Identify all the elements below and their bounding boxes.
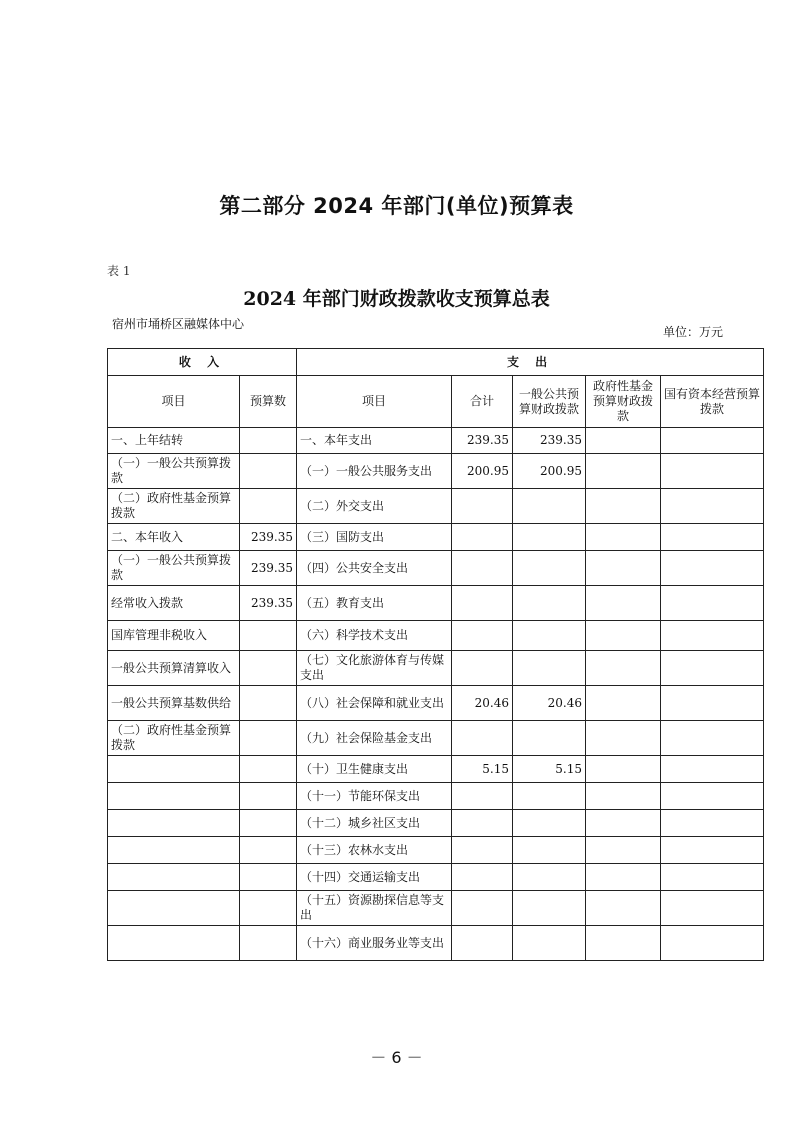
total-cell	[452, 551, 513, 586]
state-capital-cell	[661, 551, 764, 586]
table-row	[108, 837, 764, 864]
gov-fund-cell	[586, 454, 661, 489]
total-cell: 200.95	[452, 454, 513, 489]
state-capital-header: 国有资本经营预算拨款	[661, 376, 764, 428]
budget-table	[107, 348, 764, 961]
expense-item-cell: （八）社会保障和就业支出	[297, 686, 452, 721]
table-row	[108, 489, 764, 524]
total-cell	[452, 810, 513, 837]
state-capital-cell	[661, 621, 764, 651]
general-budget-cell	[513, 586, 586, 621]
income-item-cell: 二、本年收入	[108, 524, 240, 551]
total-cell	[452, 651, 513, 686]
gov-fund-cell	[586, 721, 661, 756]
general-budget-cell: 200.95	[513, 454, 586, 489]
income-item-cell	[108, 810, 240, 837]
expense-section-header: 支 出	[297, 349, 764, 376]
expense-item-cell: （三）国防支出	[297, 524, 452, 551]
income-item-cell	[108, 837, 240, 864]
general-budget-cell	[513, 864, 586, 891]
total-cell	[452, 524, 513, 551]
general-budget-cell	[513, 891, 586, 926]
table-title: 2024 年部门财政拨款收支预算总表	[243, 288, 550, 310]
income-amount-cell	[240, 686, 297, 721]
income-amount-cell	[240, 783, 297, 810]
gov-fund-cell	[586, 621, 661, 651]
expense-item-cell: （十）卫生健康支出	[297, 756, 452, 783]
income-item-header: 项目	[108, 376, 240, 428]
gov-fund-cell	[586, 783, 661, 810]
state-capital-cell	[661, 586, 764, 621]
total-cell	[452, 837, 513, 864]
income-amount-cell: 239.35	[240, 586, 297, 621]
page-number: － 6 －	[370, 1048, 423, 1067]
expense-item-header: 项目	[297, 376, 452, 428]
general-budget-cell: 5.15	[513, 756, 586, 783]
table-row	[108, 651, 764, 686]
general-budget-cell: 20.46	[513, 686, 586, 721]
table-row	[108, 891, 764, 926]
total-cell	[452, 721, 513, 756]
expense-item-cell: 一、本年支出	[297, 428, 452, 454]
state-capital-cell	[661, 810, 764, 837]
income-item-cell: 一、上年结转	[108, 428, 240, 454]
total-header: 合计	[452, 376, 513, 428]
gov-fund-cell	[586, 756, 661, 783]
table-row	[108, 810, 764, 837]
expense-item-cell: （五）教育支出	[297, 586, 452, 621]
total-cell	[452, 864, 513, 891]
income-amount-cell	[240, 651, 297, 686]
gov-fund-cell	[586, 586, 661, 621]
income-amount-cell: 239.35	[240, 551, 297, 586]
income-item-cell: （二）政府性基金预算拨款	[108, 489, 240, 524]
income-item-cell	[108, 926, 240, 961]
income-amount-cell: 239.35	[240, 524, 297, 551]
state-capital-cell	[661, 721, 764, 756]
table-row	[108, 586, 764, 621]
total-cell	[452, 621, 513, 651]
gov-fund-header: 政府性基金预算财政拨款	[586, 376, 661, 428]
total-cell	[452, 783, 513, 810]
general-budget-cell	[513, 651, 586, 686]
total-cell	[452, 586, 513, 621]
gov-fund-cell	[586, 524, 661, 551]
general-budget-cell	[513, 810, 586, 837]
expense-item-cell: （十四）交通运输支出	[297, 864, 452, 891]
total-cell	[452, 489, 513, 524]
expense-item-cell: （四）公共安全支出	[297, 551, 452, 586]
expense-item-cell: （十一）节能环保支出	[297, 783, 452, 810]
table-row	[108, 686, 764, 721]
total-cell: 5.15	[452, 756, 513, 783]
income-amount-cell	[240, 864, 297, 891]
income-amount-cell	[240, 891, 297, 926]
income-item-cell	[108, 891, 240, 926]
state-capital-cell	[661, 864, 764, 891]
state-capital-cell	[661, 428, 764, 454]
income-amount-cell	[240, 621, 297, 651]
income-amount-cell	[240, 454, 297, 489]
table-row	[108, 621, 764, 651]
table-label: 表 1	[107, 264, 131, 278]
expense-item-cell: （六）科学技术支出	[297, 621, 452, 651]
income-amount-cell	[240, 756, 297, 783]
table-row	[108, 926, 764, 961]
income-amount-cell	[240, 926, 297, 961]
gov-fund-cell	[586, 837, 661, 864]
state-capital-cell	[661, 489, 764, 524]
income-item-cell: （一）一般公共预算拨款	[108, 551, 240, 586]
table-row	[108, 864, 764, 891]
unit-label: 单位：万元	[663, 325, 724, 339]
income-item-cell: （一）一般公共预算拨款	[108, 454, 240, 489]
income-amount-cell	[240, 428, 297, 454]
table-row	[108, 551, 764, 586]
table-row	[108, 428, 764, 454]
general-budget-cell	[513, 837, 586, 864]
income-item-cell	[108, 756, 240, 783]
income-section-header: 收 入	[108, 349, 297, 376]
gov-fund-cell	[586, 686, 661, 721]
state-capital-cell	[661, 837, 764, 864]
general-budget-cell	[513, 926, 586, 961]
gov-fund-cell	[586, 651, 661, 686]
income-amount-cell	[240, 721, 297, 756]
total-cell: 239.35	[452, 428, 513, 454]
gov-fund-cell	[586, 489, 661, 524]
expense-item-cell: （十五）资源勘探信息等支出	[297, 891, 452, 926]
total-cell	[452, 891, 513, 926]
total-cell: 20.46	[452, 686, 513, 721]
table-row	[108, 721, 764, 756]
income-item-cell: 经常收入拨款	[108, 586, 240, 621]
expense-item-cell: （十二）城乡社区支出	[297, 810, 452, 837]
table-row	[108, 454, 764, 489]
income-item-cell	[108, 783, 240, 810]
gov-fund-cell	[586, 926, 661, 961]
income-item-cell: 国库管理非税收入	[108, 621, 240, 651]
income-item-cell	[108, 864, 240, 891]
general-budget-cell	[513, 721, 586, 756]
income-amount-cell	[240, 837, 297, 864]
unit-name: 宿州市埇桥区融媒体中心	[112, 317, 245, 331]
income-amount-cell	[240, 810, 297, 837]
income-amount-header: 预算数	[240, 376, 297, 428]
general-budget-cell	[513, 551, 586, 586]
general-budget-cell	[513, 489, 586, 524]
general-budget-cell	[513, 783, 586, 810]
general-budget-cell	[513, 621, 586, 651]
total-cell	[452, 926, 513, 961]
state-capital-cell	[661, 454, 764, 489]
income-amount-cell	[240, 489, 297, 524]
state-capital-cell	[661, 783, 764, 810]
expense-item-cell: （二）外交支出	[297, 489, 452, 524]
gov-fund-cell	[586, 891, 661, 926]
expense-item-cell: （九）社会保险基金支出	[297, 721, 452, 756]
table-row	[108, 756, 764, 783]
general-budget-cell: 239.35	[513, 428, 586, 454]
section-header-row	[108, 349, 764, 376]
gov-fund-cell	[586, 864, 661, 891]
state-capital-cell	[661, 686, 764, 721]
expense-item-cell: （一）一般公共服务支出	[297, 454, 452, 489]
state-capital-cell	[661, 756, 764, 783]
part-title: 第二部分 2024 年部门(单位)预算表	[219, 194, 574, 218]
general-budget-cell	[513, 524, 586, 551]
expense-item-cell: （十六）商业服务业等支出	[297, 926, 452, 961]
column-header-row	[108, 376, 764, 428]
expense-item-cell: （七）文化旅游体育与传媒支出	[297, 651, 452, 686]
expense-item-cell: （十三）农林水支出	[297, 837, 452, 864]
income-item-cell: 一般公共预算基数供给	[108, 686, 240, 721]
state-capital-cell	[661, 524, 764, 551]
general-budget-header: 一般公共预算财政拨款	[513, 376, 586, 428]
table-row	[108, 524, 764, 551]
income-item-cell: （二）政府性基金预算拨款	[108, 721, 240, 756]
state-capital-cell	[661, 651, 764, 686]
state-capital-cell	[661, 891, 764, 926]
gov-fund-cell	[586, 810, 661, 837]
gov-fund-cell	[586, 428, 661, 454]
income-item-cell: 一般公共预算清算收入	[108, 651, 240, 686]
table-row	[108, 783, 764, 810]
state-capital-cell	[661, 926, 764, 961]
gov-fund-cell	[586, 551, 661, 586]
